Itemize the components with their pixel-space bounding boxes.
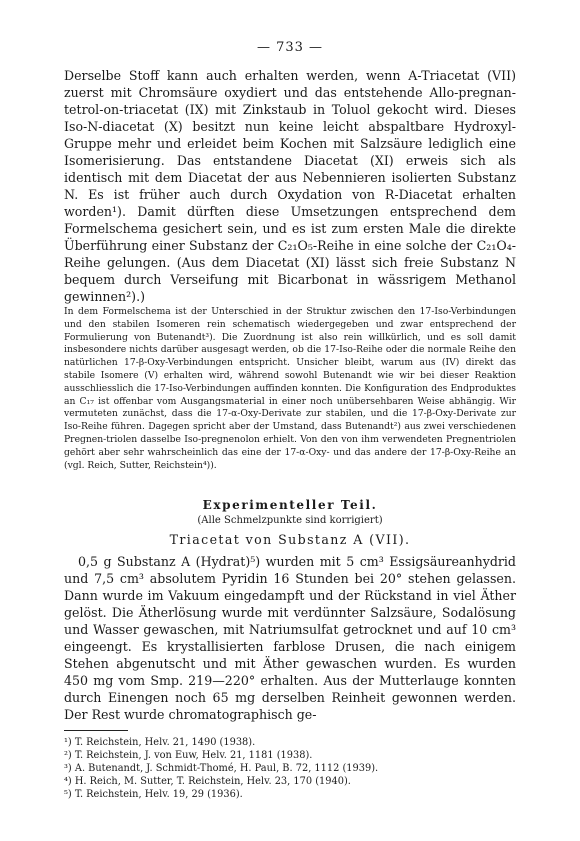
footnote-1: ¹) T. Reichstein, Helv. 21, 1490 (1938). [64, 737, 256, 749]
section-note: (Alle Schmelzpunkte sind korrigiert) [197, 515, 383, 527]
footnote-2: ²) T. Reichstein, J. von Euw, Helv. 21, 1181 (1938). [64, 750, 313, 762]
page [64, 40, 516, 801]
footnote-3: ³) A. Butenandt, J. Schmidt-Thomé, H. Paul, B. 72, 1112 (1939). [64, 763, 379, 775]
paragraph-main: Derselbe Stoff kann auch erhalten werden, wenn A-Triacetat (VII) zuerst mit Chromsäure oxydiert und das entstehende Allo-pregnan-tetrol-on-triacetat (IX) mit Zinkstaub in Toluol gekocht wird. Dieses Iso-N-diacetat (X) besitzt nun keine leicht abspaltbare Hydroxyl-Gruppe mehr und erleidet beim Kochen mit Salzsäure lediglich eine Isomerisierung. Das entstandene Diacetat (XI) erweis sich als identisch mit dem Diacetat der aus Nebennieren isolierten Substanz N. Es ist früher auch durch Oxydation von R-Diacetat erhalten worden¹). Damit dürften diese Umsetzungen entsprechend dem Formelschema gesichert sein, und es ist zum ersten Male die direkte Überführung einer Substanz der C₂₁O₅-Reihe in eine solche der C₂₁O₄-Reihe gelungen. (Aus dem Diacetat (XI) lässt sich freie Substanz N bequem durch Verseifung mit Bicarbonat in wässrigem Methanol gewinnen²).) [64, 68, 516, 304]
footnotes [64, 736, 516, 801]
footnote-4: ⁴) H. Reich, M. Sutter, T. Reichstein, Helv. 23, 170 (1940). [64, 776, 351, 788]
section-heading: Experimenteller Teil. [202, 498, 378, 513]
small-print-note: In dem Formelschema ist der Unterschied in der Struktur zwischen den 17-Iso-Verbindungen und den stabilen Isomeren rein schematisch wiedergegeben und zwar entsprechend der Formulierung von Butenandt³). Die Zuordnung ist also rein willkürlich, und es soll damit insbesondere nichts darüber ausgesagt werden, ob die 17-Iso-Reihe oder die normale Reihe den natürlichen 17-β-Oxy-Verbindungen entspricht. Unsicher bleibt, warum aus (IV) direkt das stabile Isomere (V) erhalten wird, während sowohl Butenandt wie wir bei dieser Reaktion ausschliesslich die 17-Iso-Verbindungen auffinden konnten. Die Konfiguration des Endproduktes an C₁₇ ist offenbar vom Ausgangsmaterial in einer noch unübersehbaren Weise abhängig. Wir vermuteten zunächst, dass die 17-α-Oxy-Derivate zur stabilen, und die 17-β-Oxy-Derivate zur Iso-Reihe führen. Dagegen spricht aber der Umstand, dass Butenandt²) aus zwei verschiedenen Pregnen-triolen dasselbe Iso-pregnenolon erhielt. Von den von ihm verwendeten Pregnentriolen gehört aber sehr wahrscheinlich das eine der 17-α-Oxy- und das andere der 17-β-Oxy-Reihe an (vgl. Reich, Sutter, Reichstein⁴)). [64, 306, 516, 471]
footnote-rule [64, 730, 128, 731]
paragraph-experimental: 0,5 g Substanz A (Hydrat)⁵) wurden mit 5 cm³ Essigsäureanhydrid und 7,5 cm³ absolutem Pyridin 16 Stunden bei 20° stehen gelassen. Dann wurde im Vakuum eingedampft und der Rückstand in viel Äther gelöst. Die Ätherlösung wurde mit verdünnter Salzsäure, Sodalösung und Wasser gewaschen, mit Natriumsulfat getrocknet und auf 10 cm³ eingeengt. Es krystallisierten farblose Drusen, die nach einigem Stehen abgenutscht und mit Äther gewaschen wurden. Es wurden 450 mg vom Smp. 219—220° erhalten. Aus der Mutterlauge konnten durch Einengen noch 65 mg derselben Reinheit gewonnen werden. Der Rest wurde chromatographisch ge- [64, 554, 516, 723]
footnote-5: ⁵) T. Reichstein, Helv. 19, 29 (1936). [64, 789, 243, 801]
subsection-heading: Triacetat von Substanz A (VII). [169, 532, 411, 548]
page-number: — 733 — [256, 40, 324, 55]
